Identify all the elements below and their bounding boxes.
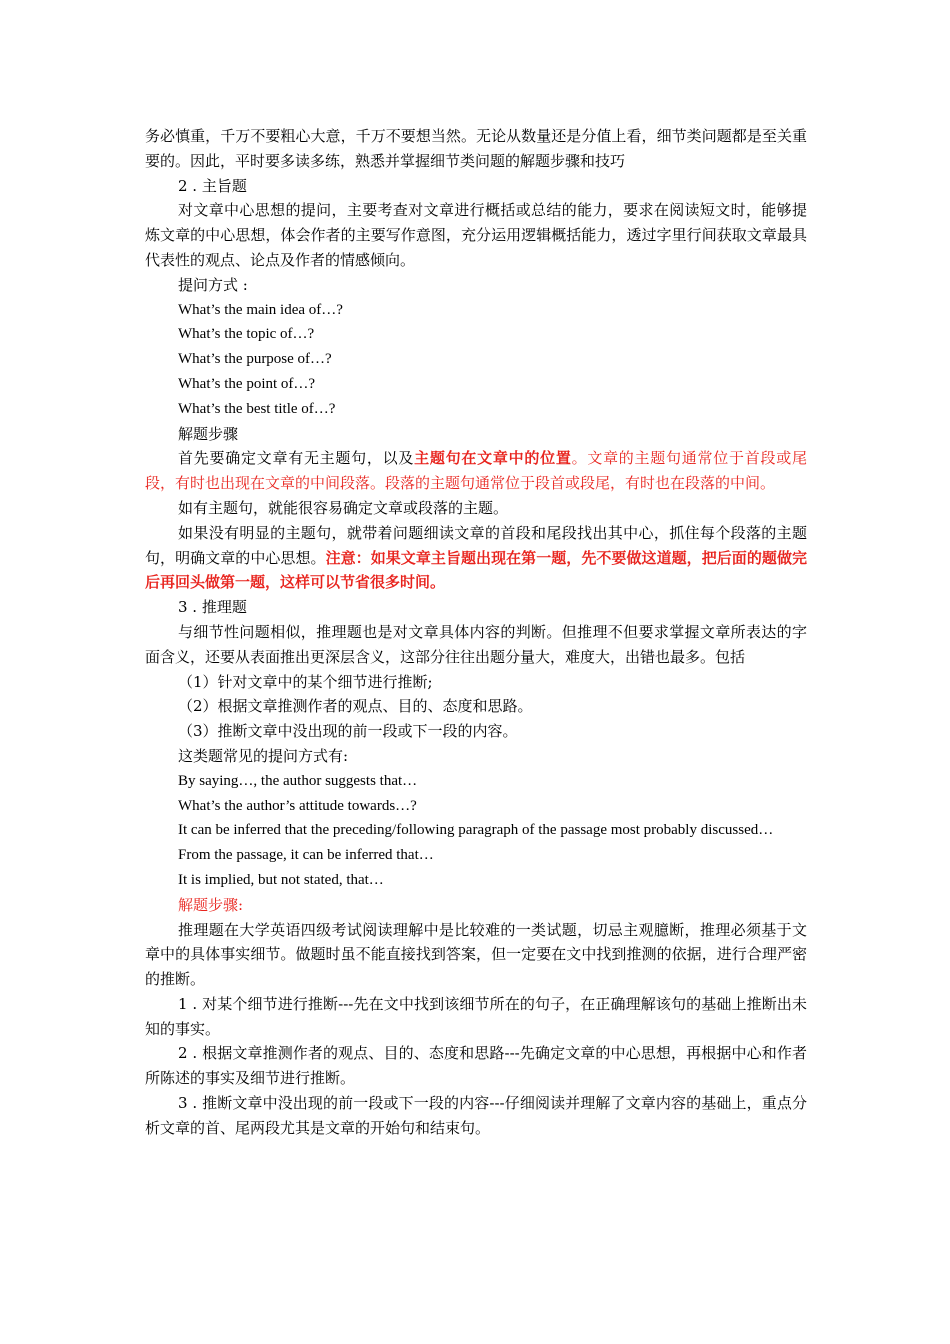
step-adjacent-paragraph-inference: 3 . 推断文章中没出现的前一段或下一段的内容---仔细阅读并理解了文章内容的基础上，重点分析文章的首、尾两段尤其是文章的开始句和结束句。 (145, 1094, 807, 1137)
question-form-preceding-following: It can be inferred that the preceding/following paragraph of the passage most probably discussed… (178, 822, 774, 839)
label-question-forms: 提问方式 : (178, 275, 248, 294)
paragraph-main-idea-intro: 对文章中心思想的提问，主要考查对文章进行概括或总结的能力，要求在阅读短文时，能够提炼文章的中心思想，体会作者的主要写作意图，充分运用逻辑概括能力，透过字里行间获取文章最具代表性的观点、论点及作者的情感倾向。 (145, 201, 807, 269)
paragraph-topic-sentence (145, 446, 807, 496)
paragraph-inference-intro: 与细节性问题相似，推理题也是对文章具体内容的判断。但推理不但要求掌握文章所表达的字面含义，还要从表面推出更深层含义，这部分往往出题分量大，难度大，出错也最多。包括 (145, 622, 807, 666)
list-item-inference-2: （2）根据文章推测作者的观点、目的、态度和思路。 (178, 697, 533, 716)
question-form-title: What’s the best title of…? (178, 400, 336, 417)
highlight-topic-sentence-position: 主题句在文章中的位置 (414, 449, 572, 468)
text-segment: 首先要确定文章有无主题句，以及 (178, 449, 415, 468)
question-form-topic: What’s the topic of…? (178, 326, 315, 343)
step-detail-inference: 1 . 对某个细节进行推断---先在文中找到该细节所在的句子，在正确理解该句的基础上推断出未知的事实。 (145, 994, 807, 1038)
label-solving-steps: 解题步骤 (178, 424, 239, 443)
paragraph-detail-summary: 务必慎重，千万不要粗心大意，千万不要想当然。无论从数量还是分值上看，细节类问题都是至关重要的。因此，平时要多读多练，熟悉并掌握细节类问题的解题步骤和技巧 (145, 127, 807, 170)
question-form-attitude: What’s the author’s attitude towards…? (178, 797, 417, 814)
question-form-purpose: What’s the purpose of…? (178, 351, 332, 368)
highlight-note: 注意：如果文章主旨题出现在第一题，先不要做这道题，把后面的题做完后再回头做第一题，这样可以节省很多时间。 (145, 548, 807, 592)
label-common-questions: 这类题常见的提问方式有: (178, 746, 349, 765)
document-body (145, 124, 807, 1141)
heading-main-idea: 2 . 主旨题 (178, 176, 247, 195)
question-form-implied: It is implied, but not stated, that… (178, 871, 384, 888)
question-form-suggests: By saying…, the author suggests that… (178, 772, 418, 789)
question-form-main-idea: What’s the main idea of…? (178, 301, 343, 318)
question-form-inferred: From the passage, it can be inferred that… (178, 847, 434, 864)
paragraph-inference-strategy: 推理题在大学英语四级考试阅读理解中是比较难的一类试题，切忌主观臆断，推理必须基于文章中的具体事实细节。做题时虽不能直接找到答案，但一定要在文中找到推测的依据，进行合理严密的推断。 (145, 920, 807, 989)
text-segment: 如果没有明显的主题句，就带着问题细读文章的首段和尾段找出其中心，抓住每个段落的主题句，明确文章的中心思想。 (145, 523, 807, 567)
question-form-point: What’s the point of…? (178, 375, 316, 392)
highlight-topic-sentence-location: 。文章的主题句通常位于首段或尾段，有时也出现在文章的中间段落。段落的主题句通常位于段首或段尾，有时也在段落的中间。 (145, 449, 807, 493)
heading-inference: 3 . 推理题 (178, 598, 247, 617)
step-author-view-inference: 2 . 根据文章推测作者的观点、目的、态度和思路---先确定文章的中心思想，再根据中心和作者所陈述的事实及细节进行推断。 (145, 1044, 807, 1088)
list-item-inference-3: （3）推断文章中没出现的前一段或下一段的内容。 (178, 722, 518, 741)
paragraph-no-topic-sentence (145, 521, 807, 595)
list-item-inference-1: （1）针对文章中的某个细节进行推断; (178, 672, 433, 691)
paragraph-has-topic-sentence: 如有主题句，就能很容易确定文章或段落的主题。 (178, 498, 509, 517)
label-solving-steps-inference: 解题步骤: (178, 895, 244, 914)
